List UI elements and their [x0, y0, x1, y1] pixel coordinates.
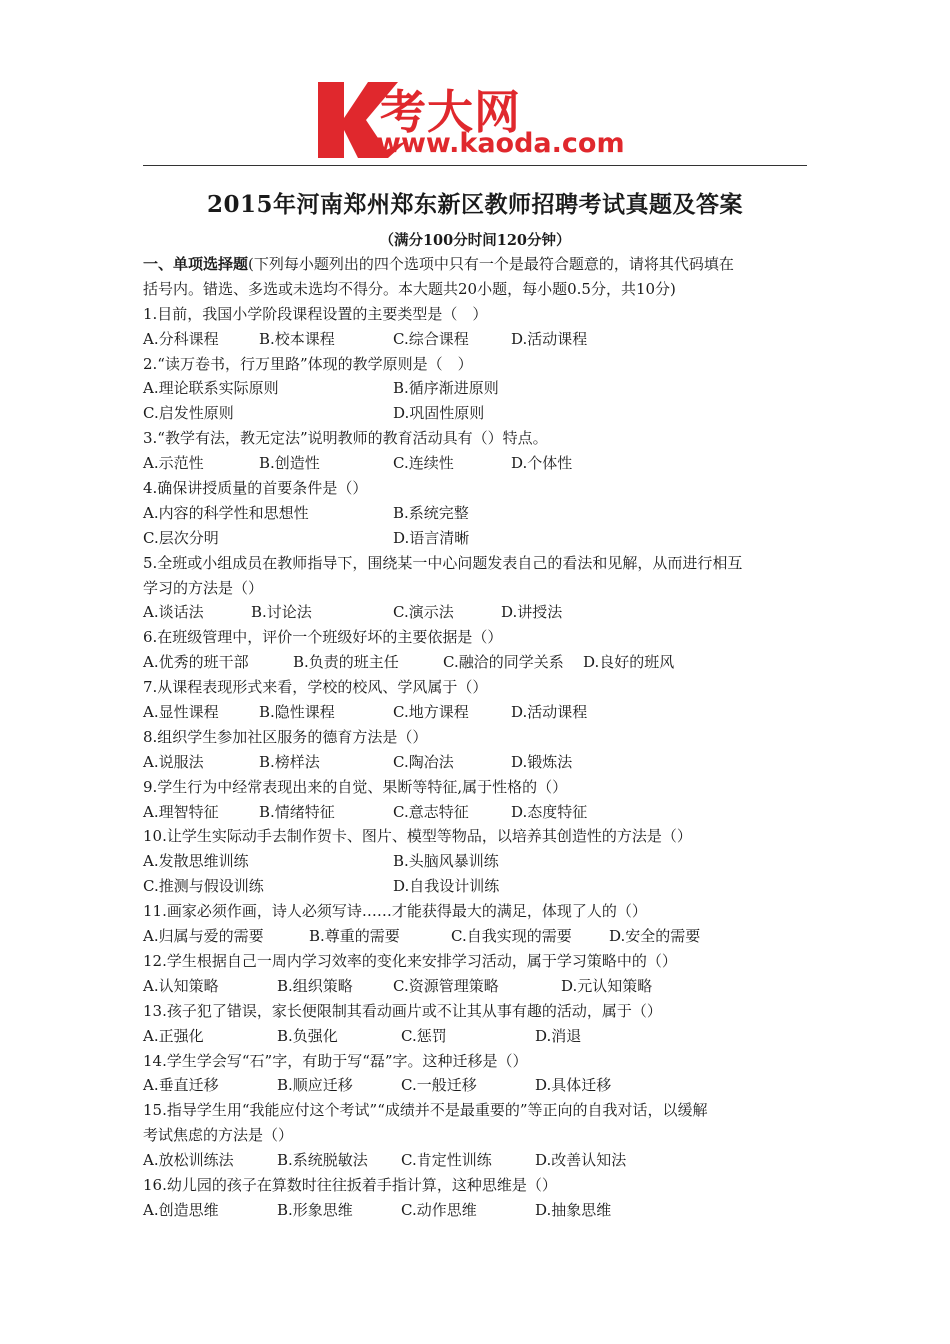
option-b[interactable]: B.隐性课程 — [259, 703, 335, 722]
options-row — [143, 600, 813, 625]
option-a[interactable]: A.说服法 — [143, 752, 204, 771]
option-c[interactable]: C.肯定性训练 — [401, 1151, 492, 1170]
option-b[interactable]: B.系统完整 — [393, 503, 469, 522]
question-stem: 4.确保讲授质量的首要条件是（） — [143, 479, 368, 498]
page-subtitle: （满分100分时间120分钟） — [379, 232, 571, 249]
option-c[interactable]: C.动作思维 — [401, 1200, 477, 1219]
option-c[interactable]: C.资源管理策略 — [393, 976, 499, 995]
options-row — [143, 849, 813, 874]
option-d[interactable]: D.语言清晰 — [393, 528, 470, 547]
option-d[interactable]: D.消退 — [535, 1026, 582, 1045]
option-c[interactable]: C.融洽的同学关系 — [443, 653, 564, 672]
question-list — [143, 252, 813, 1223]
option-a[interactable]: A.内容的科学性和思想性 — [143, 503, 309, 522]
options-row — [143, 800, 813, 825]
option-d[interactable]: D.讲授法 — [501, 603, 563, 622]
options-row — [143, 700, 813, 725]
option-c[interactable]: C.推测与假设训练 — [143, 877, 264, 896]
option-b[interactable]: B.组织策略 — [277, 976, 353, 995]
options-row — [143, 1073, 813, 1098]
option-d[interactable]: D.个体性 — [511, 454, 573, 473]
logo-brand-text: 考大网 — [380, 85, 521, 139]
option-d[interactable]: D.元认知策略 — [561, 976, 653, 995]
question-stem: 9.学生行为中经常表现出来的自觉、果断等特征,属于性格的（） — [143, 777, 568, 796]
question-stem: 6.在班级管理中，评价一个班级好坏的主要依据是（） — [143, 628, 503, 647]
option-a[interactable]: A.优秀的班干部 — [143, 653, 249, 672]
option-b[interactable]: B.负责的班主任 — [293, 653, 399, 672]
option-b[interactable]: B.循序渐进原则 — [393, 379, 499, 398]
option-b[interactable]: B.系统脱敏法 — [277, 1151, 368, 1170]
header-divider — [143, 165, 807, 166]
option-d[interactable]: D.安全的需要 — [609, 927, 701, 946]
option-c[interactable]: C.意志特征 — [393, 802, 469, 821]
option-b[interactable]: B.负强化 — [277, 1026, 338, 1045]
option-c[interactable]: C.演示法 — [393, 603, 454, 622]
option-d[interactable]: D.活动课程 — [511, 329, 588, 348]
question-stem: 5.全班或小组成员在教师指导下，围绕某一中心问题发表自己的看法和见解，从而进行相互 — [143, 553, 743, 572]
page-title: 2015年河南郑州郑东新区教师招聘考试真题及答案 — [206, 191, 743, 218]
options-row — [143, 526, 813, 551]
option-a[interactable]: A.分科课程 — [143, 329, 219, 348]
option-a[interactable]: A.认知策略 — [143, 976, 219, 995]
option-a[interactable]: A.谈话法 — [143, 603, 204, 622]
options-row — [143, 924, 813, 949]
kaoda-logo[interactable] — [316, 80, 646, 162]
options-row — [143, 327, 813, 352]
options-row — [143, 401, 813, 426]
option-c[interactable]: C.自我实现的需要 — [451, 927, 572, 946]
question-stem: 1.目前，我国小学阶段课程设置的主要类型是（ ） — [143, 304, 488, 323]
option-a[interactable]: A.理智特征 — [143, 802, 219, 821]
option-b[interactable]: B.创造性 — [259, 454, 320, 473]
option-a[interactable]: A.示范性 — [143, 454, 204, 473]
options-row — [143, 750, 813, 775]
option-d[interactable]: D.巩固性原则 — [393, 404, 485, 423]
option-d[interactable]: D.具体迁移 — [535, 1076, 612, 1095]
options-row — [143, 501, 813, 526]
option-d[interactable]: D.锻炼法 — [511, 752, 573, 771]
section-instructions: (下列每小题列出的四个选项中只有一个是最符合题意的，请将其代码填在 — [248, 255, 734, 273]
option-c[interactable]: C.启发性原则 — [143, 404, 234, 423]
option-b[interactable]: B.尊重的需要 — [309, 927, 400, 946]
question-stem: 10.让学生实际动手去制作贺卡、图片、模型等物品，以培养其创造性的方法是（） — [143, 827, 692, 846]
option-a[interactable]: A.显性课程 — [143, 703, 219, 722]
option-a[interactable]: A.发散思维训练 — [143, 852, 249, 871]
question-stem: 学习的方法是（） — [143, 578, 264, 597]
option-d[interactable]: D.自我设计训练 — [393, 877, 500, 896]
option-d[interactable]: D.态度特征 — [511, 802, 588, 821]
option-a[interactable]: A.垂直迁移 — [143, 1076, 219, 1095]
question-stem: 7.从课程表现形式来看，学校的校风、学风属于（） — [143, 678, 488, 697]
option-c[interactable]: C.连续性 — [393, 454, 454, 473]
option-b[interactable]: B.校本课程 — [259, 329, 335, 348]
question-stem: 12.学生根据自己一周内学习效率的变化来安排学习活动，属于学习策略中的（） — [143, 951, 677, 970]
option-b[interactable]: B.情绪特征 — [259, 802, 335, 821]
options-row — [143, 376, 813, 401]
option-d[interactable]: D.良好的班风 — [583, 653, 675, 672]
question-stem: 15.指导学生用“我能应付这个考试”“成绩并不是最重要的”等正向的自我对话，以缓解 — [143, 1101, 708, 1120]
question-stem: 3.“教学有法，教无定法”说明教师的教育活动具有（）特点。 — [143, 429, 548, 448]
option-a[interactable]: A.放松训练法 — [143, 1151, 234, 1170]
question-stem: 11.画家必须作画，诗人必须写诗……才能获得最大的满足，体现了人的（） — [143, 902, 647, 921]
option-b[interactable]: B.讨论法 — [251, 603, 312, 622]
option-c[interactable]: C.综合课程 — [393, 329, 469, 348]
section-intro-line — [143, 277, 813, 302]
question-stem: 14.学生学会写“石”字，有助于写“磊”字。这种迁移是（） — [143, 1051, 528, 1070]
section-instructions-cont: 括号内。错选、多选或未选均不得分。本大题共20小题，每小题0.5分，共10分) — [143, 279, 676, 298]
option-c[interactable]: C.陶冶法 — [393, 752, 454, 771]
options-row — [143, 1198, 813, 1223]
option-a[interactable]: A.归属与爱的需要 — [143, 927, 264, 946]
option-b[interactable]: B.头脑风暴训练 — [393, 852, 499, 871]
section-intro-line — [143, 252, 813, 277]
option-d[interactable]: D.抽象思维 — [535, 1200, 612, 1219]
option-c[interactable]: C.层次分明 — [143, 528, 219, 547]
option-b[interactable]: B.顺应迁移 — [277, 1076, 353, 1095]
option-b[interactable]: B.形象思维 — [277, 1200, 353, 1219]
question-stem: 2.“读万卷书，行万里路”体现的教学原则是（ ） — [143, 354, 473, 373]
options-row — [143, 650, 813, 675]
option-c[interactable]: C.地方课程 — [393, 703, 469, 722]
option-d[interactable]: D.改善认知法 — [535, 1151, 627, 1170]
option-c[interactable]: C.惩罚 — [401, 1026, 447, 1045]
option-a[interactable]: A.理论联系实际原则 — [143, 379, 279, 398]
option-a[interactable]: A.创造思维 — [143, 1200, 219, 1219]
option-c[interactable]: C.一般迁移 — [401, 1076, 477, 1095]
options-row — [143, 451, 813, 476]
logo-url-text: www.kaoda.com — [376, 128, 625, 159]
section-heading: 一、单项选择题 — [143, 255, 249, 273]
option-d[interactable]: D.活动课程 — [511, 703, 588, 722]
question-stem: 13.孩子犯了错误，家长便限制其看动画片或不让其从事有趣的活动，属于（） — [143, 1001, 662, 1020]
options-row — [143, 874, 813, 899]
options-row — [143, 1148, 813, 1173]
question-stem: 考试焦虑的方法是（） — [143, 1126, 294, 1145]
options-row — [143, 1024, 813, 1049]
question-stem: 16.幼儿园的孩子在算数时往往扳着手指计算，这种思维是（） — [143, 1175, 557, 1194]
option-a[interactable]: A.正强化 — [143, 1026, 204, 1045]
option-b[interactable]: B.榜样法 — [259, 752, 320, 771]
question-stem: 8.组织学生参加社区服务的德育方法是（） — [143, 727, 428, 746]
options-row — [143, 974, 813, 999]
